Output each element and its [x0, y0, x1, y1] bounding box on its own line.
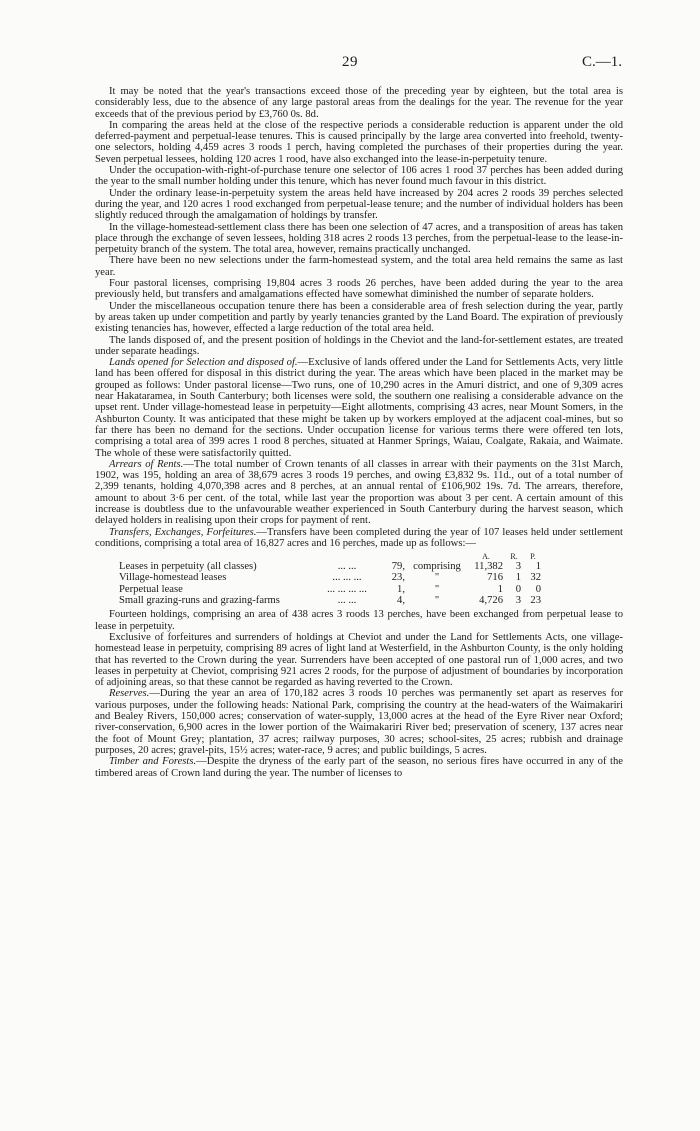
- row-acres: 4,726: [479, 595, 503, 607]
- unit-roods: R.: [510, 552, 518, 562]
- row-roods: 3: [515, 561, 521, 573]
- run-in-heading: Lands opened for Selection and disposed of.: [109, 357, 298, 369]
- row-category: Perpetual lease: [119, 583, 183, 595]
- unit-header-row: [117, 552, 543, 561]
- transfers-table: [117, 552, 543, 606]
- unit-acres: A.: [482, 552, 490, 562]
- section-text: —Despite the dryness of the early part of the season, no serious fires have occurred in any of the timbered areas of Crown land during the year. The number of licenses to: [95, 756, 623, 779]
- section-timber-forests: [95, 756, 623, 779]
- paragraph: Under the miscellaneous occupation tenure there has been a considerable area of fresh selection during the year, partly by areas taken up under competition and partly by yearly tenancies granted by the Land Board. The expiration of previously existing tenancies has, however, effected a large reduction of the total area held.: [95, 300, 623, 335]
- row-connector: ": [434, 572, 440, 584]
- row-leader-dots: ... ... ... ...: [327, 583, 367, 595]
- row-connector: ": [434, 583, 440, 595]
- row-acres: 1: [497, 583, 503, 595]
- run-in-heading: Reserves.: [109, 688, 150, 700]
- table-row: [117, 572, 543, 583]
- run-in-heading: Transfers, Exchanges, Forfeitures.: [109, 526, 257, 538]
- paragraph: Under the ordinary lease-in-perpetuity system the areas held have increased by 204 acres 2 roods 39 perches selected during the year, and 120 acres 1 rood exchanged from perpetual-lease tenure; and the number of individual holders has been slightly reduced through the amalgamation of holdings by transfer.: [95, 187, 623, 222]
- row-perches: 1: [535, 561, 541, 573]
- row-roods: 1: [515, 572, 521, 584]
- paragraph: In comparing the areas held at the close of the respective periods a considerable reduction is apparent under the old deferred-payment and perpetual-lease tenures. This is caused principally by the large area converted into freehold, twenty-one selectors, holding 4,459 acres 3 roods 1 perch, having completed the purchases of their properties during the year. Seven perpetual lessees, holding 120 acres 1 rood, have also exchanged into the lease-in-perpetuity tenure.: [95, 119, 623, 165]
- unit-perches: P.: [530, 552, 536, 562]
- page-number: 29: [342, 54, 358, 70]
- row-connector: comprising: [413, 561, 461, 573]
- row-category: Small grazing-runs and grazing-farms: [119, 595, 280, 607]
- section-text: —Transfers have been completed during the year of 107 leases held under settlement conditions, comprising a total area of 16,827 acres and 16 perches, made up as follows:—: [95, 526, 623, 549]
- row-leader-dots: ... ...: [337, 595, 357, 607]
- row-category: Village-homestead leases: [119, 572, 227, 584]
- paragraph: Fourteen holdings, comprising an area of 438 acres 3 roods 13 perches, have been exchanged from perpetual lease to lease in perpetuity.: [95, 609, 623, 632]
- paragraph: It may be noted that the year's transactions exceed those of the preceding year by eighteen, but the total area is considerably less, due to the absence of any large pastoral areas from the dealings for the year. The revenue for the year exceeds that of the previous period by £3,760 0s. 8d.: [95, 86, 623, 120]
- section-reserves: [95, 688, 623, 756]
- paragraph: Four pastoral licenses, comprising 19,804 acres 3 roods 26 perches, have been added during the year to the area previously held, but transfers and amalgamations effected have somewhat diminished the number of separate holders.: [95, 278, 623, 301]
- row-leader-dots: ... ...: [337, 561, 357, 573]
- section-arrears: [95, 459, 623, 527]
- paragraph: Under the occupation-with-right-of-purchase tenure one selector of 106 acres 1 rood 37 perches has been added during the year to the small number holding under this tenure, which has never found much favour in this district.: [95, 165, 623, 188]
- table-row: [117, 561, 543, 572]
- row-category: Leases in perpetuity (all classes): [119, 561, 257, 573]
- section-text: —Exclusive of lands offered under the Land for Settlements Acts, very little land has been offered for disposal in this district during the year. The areas which have been placed in the market may be grouped as follows: Under pastoral license—Two runs, one of 10,290 acres in the Amuri district, and one of 9,309 acres near Hakataramea, in South Canterbury; both licenses were sold, the southern one realising a considerable advance on the upset rent. Under village-homestead lease in perpetuity—Eight allotments, comprising 43 acres, near Mount Somers, in the Ashburton County. It was anticipated that these might be taken up by workers employed at the adjacent coal-mines, but so far there has been no demand for the sections. Under occupation license for various terms there were offered ten lots, comprising a total area of 399 acres 1 rood 8 perches, situated at Hanmer Springs, Waiau, Coalgate, Rakaia, and Waimate. The whole of these were satisfactorily quitted.: [95, 357, 623, 459]
- row-leader-dots: ... ... ...: [332, 572, 362, 584]
- section-lands-opened: [95, 357, 623, 459]
- run-in-heading: Arrears of Rents.: [109, 458, 184, 470]
- row-perches: 0: [535, 583, 541, 595]
- row-acres: 11,382: [474, 561, 503, 573]
- row-count: 4,: [397, 595, 405, 607]
- row-count: 23,: [391, 572, 405, 584]
- paragraph: Exclusive of forfeitures and surrenders of holdings at Cheviot and under the Land for Settlements Acts, one village-homestead lease in perpetuity, comprising 89 acres of light land at Westerfield, in the Ashburton County, is the only holding that has reverted to the Crown during the year. Surrenders have been accepted of one pastoral run of 1,000 acres, and two leases in perpetuity at Cheviot, comprising 921 acres 2 roods, for the purpose of adjustment of boundaries by incorporation of adjoining areas, so that these cannot be regarded as having reverted to the Crown.: [95, 631, 623, 689]
- row-roods: 3: [515, 595, 521, 607]
- paragraph: In the village-homestead-settlement class there has been one selection of 47 acres, and a transposition of areas has taken place through the exchange of seven lessees, holding 318 acres 2 roods 13 perches, from the perpetual-lease to the lease-in-perpetuity branch of the system. The total area, however, remains practically unchanged.: [95, 221, 623, 256]
- section-text: —The total number of Crown tenants of all classes in arrear with their payments on the 31st March, 1902, was 195, holding an area of 38,679 acres 3 roods 19 perches, and owing £3,832 9s. 11d., out of a total number of 2,399 tenants, holding 4,070,398 acres and 8 perches, at an annual rental of £106,902 19s. 7d. The arrears, therefore, amount to about 3·6 per cent. of the total, while last year the proportion was about 3 per cent. A certain amount of this increase is doubtless due to the unfavourable weather experienced in South Canterbury during the harvest season, which delayed holders in realising upon their crops for payment of rent.: [95, 458, 624, 527]
- paragraph: The lands disposed of, and the present position of holdings in the Cheviot and the land-for-settlement estates, are treated under separate headings.: [95, 334, 623, 357]
- row-perches: 32: [530, 572, 541, 584]
- body-text: [95, 86, 623, 779]
- table-row: [117, 584, 543, 595]
- row-count: 1,: [397, 583, 405, 595]
- section-transfers: [95, 527, 623, 550]
- run-in-heading: Timber and Forests.: [109, 756, 197, 768]
- row-acres: 716: [487, 572, 503, 584]
- row-connector: ": [434, 595, 440, 607]
- table-row: [117, 595, 543, 606]
- row-count: 79,: [391, 561, 405, 573]
- paragraph: There have been no new selections under the farm-homestead system, and the total area held remains the same as last year.: [95, 255, 623, 278]
- document-reference: C.—1.: [581, 54, 622, 70]
- row-roods: 0: [515, 583, 521, 595]
- section-text: —During the year an area of 170,182 acres 3 roods 10 perches was permanently set apart as reserves for various purposes, under the following heads: National Park, comprising the country at the head-waters of the Waimakariri and Bealey Rivers, 150,000 acres; conservation of water-supply, 13,000 acres at the head of the Eyre River near Oxford; river-conservation, 6,900 acres in the lower portion of the Waimakariri River bed; preservation of scenery, 137 acres near the foot of Mount Grey; plantation, 37 acres; railway purposes, 30 acres; school-sites, 25 acres; rubbish and drainage purposes, 20 acres; gravel-pits, 15½ acres; water-race, 9 acres; and public buildings, 5 acres.: [95, 688, 623, 756]
- row-perches: 23: [530, 595, 541, 607]
